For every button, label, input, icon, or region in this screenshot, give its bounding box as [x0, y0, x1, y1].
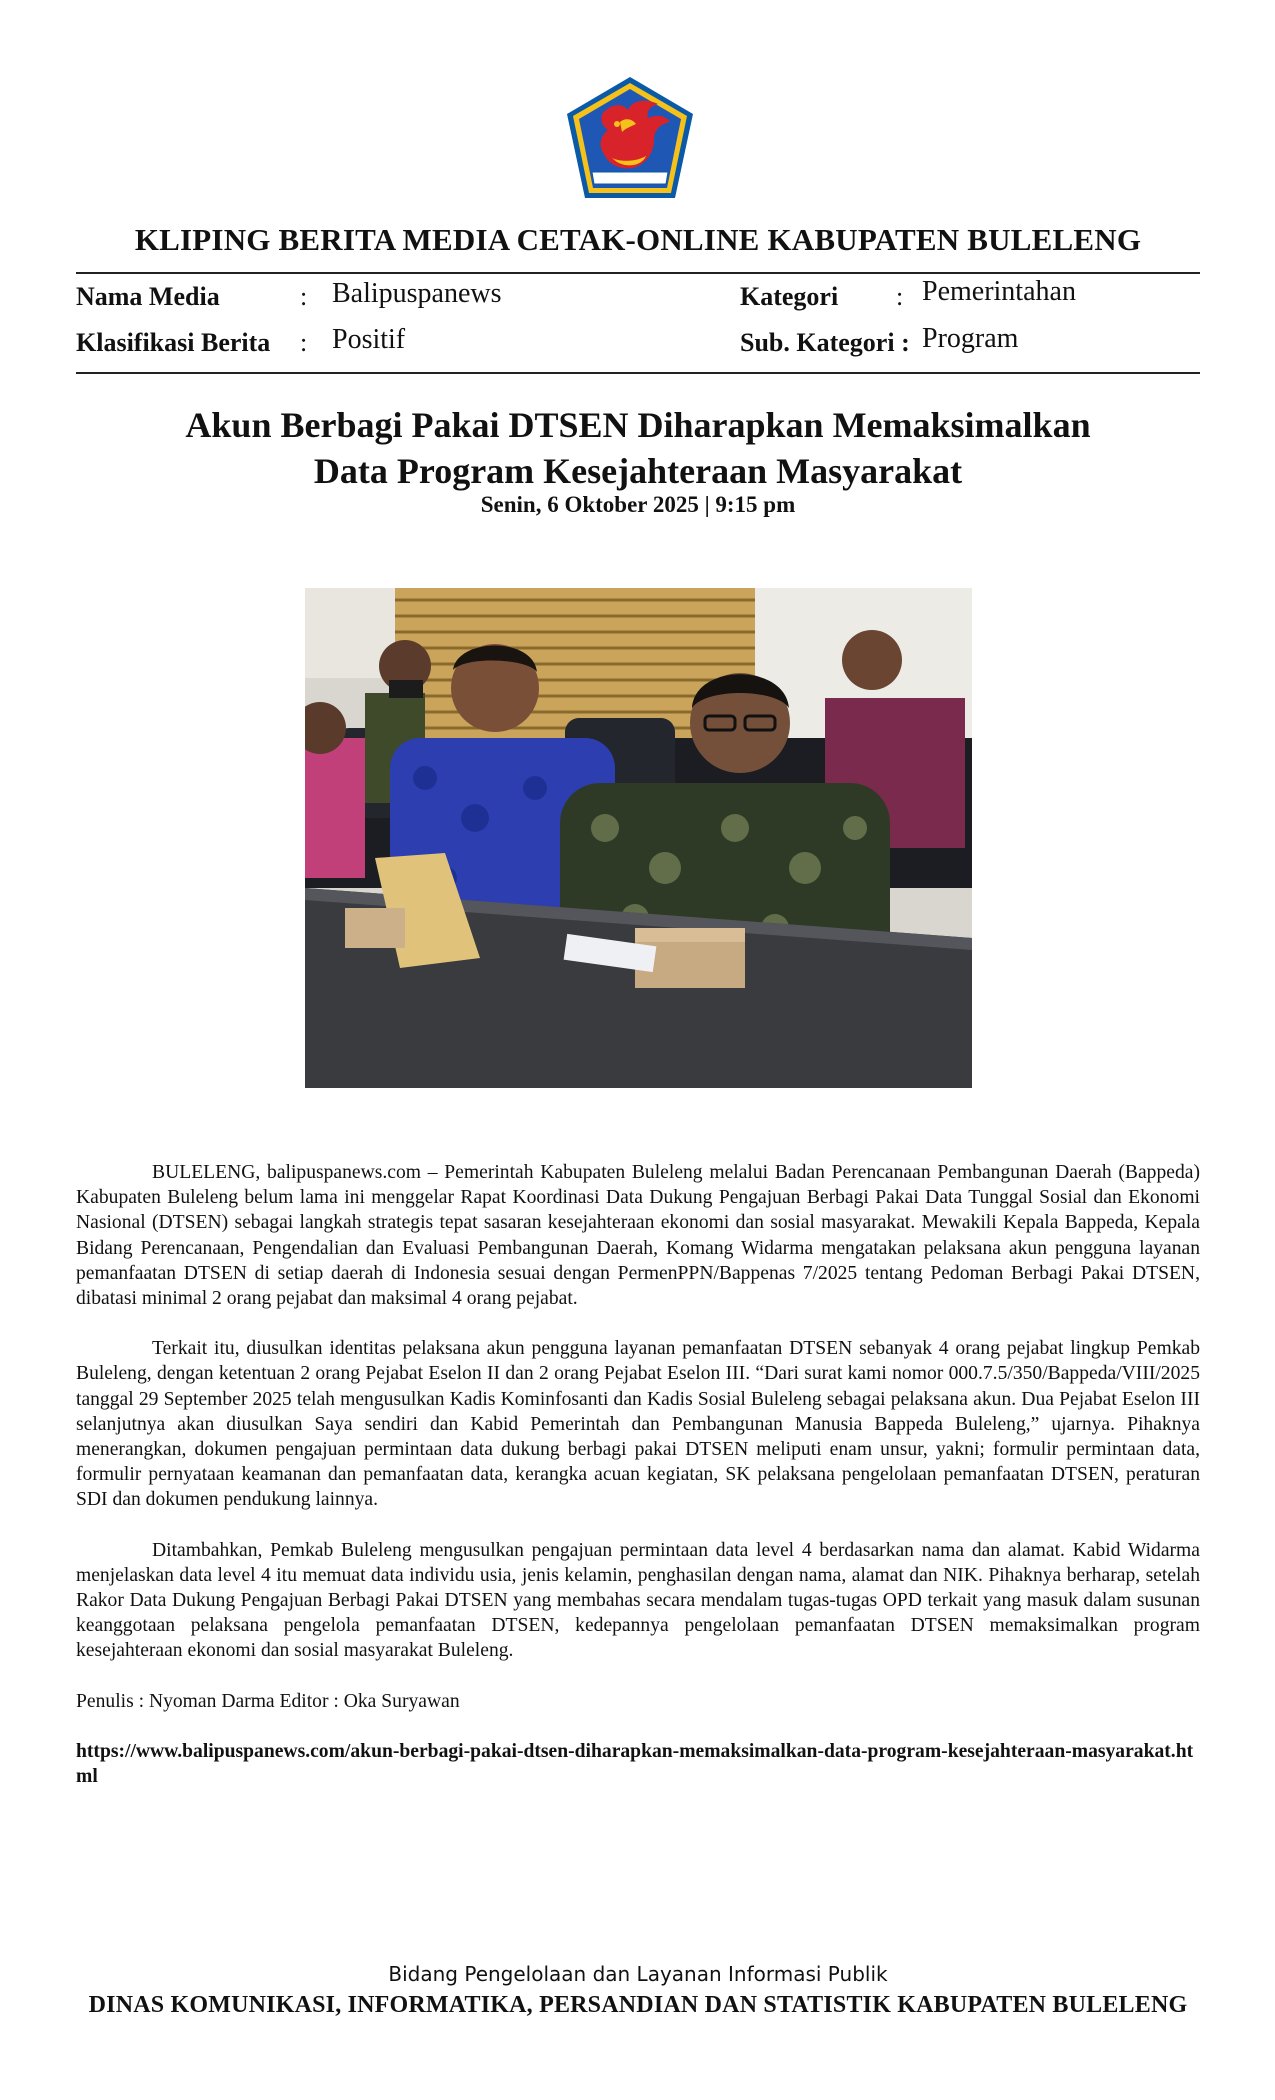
buleleng-emblem-logo	[562, 74, 698, 202]
media-label: Nama Media	[76, 282, 220, 311]
header-divider-bottom	[76, 372, 1200, 374]
category-value: Pemerintahan	[922, 276, 1076, 307]
article-headline	[76, 402, 1200, 494]
article-paragraph-2: Terkait itu, diusulkan identitas pelaksana akun pengguna layanan pemanfaatan DTSEN sebanyak 4 orang pejabat lingkup Pemkab Buleleng, dengan ketentuan 2 orang Pejabat Eselon II dan 2 orang Pejabat Eselon III. “Dari surat kami nomor 000.7.5/350/Bappeda/VIII/2025 tanggal 29 September 2025 telah mengusulkan Kadis Kominfosanti dan Kadis Sosial Buleleng sebagai pelaksana akun. Dua Pejabat Eselon III selanjutnya akan diusulkan Saya sendiri dan Kabid Pemerintah dan Pembangunan Manusia Bappeda Buleleng,” ujarnya. Pihaknya menerangkan, dokumen pengajuan permintaan data dukung berbagi pakai DTSEN meliputi enam unsur, yakni; formulir permintaan data, formulir pernyataan keamanan dan pemanfaatan data, kerangka acuan kegiatan, SK pelaksana pengelolaan pemanfaatan DTSEN, peraturan SDI dan dokumen pendukung lainnya.	[76, 1338, 1200, 1511]
header-divider-top	[76, 272, 1200, 274]
article-credits: Penulis : Nyoman Darma Editor : Oka Suryawan	[76, 1690, 460, 1712]
article-dateline: Senin, 6 Oktober 2025 | 9:15 pm	[480, 492, 796, 517]
article-paragraph-1: BULELENG, balipuspanews.com – Pemerintah Kabupaten Buleleng melalui Badan Perencanaan Pembangunan Daerah (Bappeda) Kabupaten Buleleng belum lama ini menggelar Rapat Koordinasi Data Dukung Pengajuan Berbagi Pakai Data Tunggal Sosial dan Ekonomi Nasional (DTSEN) sebagai langkah strategis tepat sasaran kesejahteraan ekonomi dan sosial masyarakat. Mewakili Kepala Bappeda, Kepala Bidang Perencanaan, Pengendalian dan Evaluasi Pembangunan Daerah, Komang Widarma mengatakan pelaksana akun pengguna layanan pemanfaatan DTSEN di setiap daerah di Indonesia sesuai dengan PermenPPN/Bappenas 7/2025 tentang Pedoman Berbagi Pakai DTSEN, dibatasi minimal 2 orang pejabat dan maksimal 4 orang pejabat.	[76, 1162, 1200, 1310]
article-photo	[305, 588, 972, 1088]
category-colon: :	[896, 282, 904, 311]
media-value: Balipuspanews	[332, 278, 502, 309]
classification-value: Positif	[332, 324, 406, 355]
headline-line-1: Akun Berbagi Pakai DTSEN Diharapkan Memaksimalkan	[185, 405, 1091, 445]
media-colon: :	[300, 282, 308, 311]
classification-colon: :	[300, 328, 308, 357]
headline-line-2: Data Program Kesejahteraan Masyarakat	[313, 451, 963, 491]
footer-department-name: DINAS KOMUNIKASI, INFORMATIKA, PERSANDIAN DAN STATISTIK KABUPATEN BULELENG	[88, 1992, 1188, 2018]
classification-label: Klasifikasi Berita	[76, 328, 271, 357]
article-source-link[interactable]: https://www.balipuspanews.com/akun-berbagi-pakai-dtsen-diharapkan-memaksimalkan-data-program-kesejahteraan-masyarakat.html	[76, 1740, 1194, 1788]
subcategory-label: Sub. Kategori :	[740, 328, 910, 357]
article-body	[76, 1160, 1200, 1814]
subcategory-value: Program	[922, 323, 1019, 354]
footer-unit-name: Bidang Pengelolaan dan Layanan Informasi Publik	[388, 1962, 888, 1986]
clipping-title: KLIPING BERITA MEDIA CETAK-ONLINE KABUPATEN BULELENG	[134, 222, 1142, 257]
category-label: Kategori	[740, 282, 839, 311]
article-paragraph-3: Ditambahkan, Pemkab Buleleng mengusulkan pengajuan permintaan data level 4 berdasarkan nama dan alamat. Kabid Widarma menjelaskan data level 4 itu memuat data individu usia, jenis kelamin, penghasilan dengan nama, alamat dan NIK. Pihaknya berharap, setelah Rakor Data Dukung Pengajuan Berbagi Pakai DTSEN yang membahas secara mendalam tugas-tugas OPD terkait yang masuk dalam susunan keanggotaan pelaksana pengelola pemanfaatan DTSEN, kedepannya pengelolaan pemanfaatan DTSEN memaksimalkan program kesejahteraan ekonomi dan sosial masyarakat Buleleng.	[76, 1539, 1200, 1662]
